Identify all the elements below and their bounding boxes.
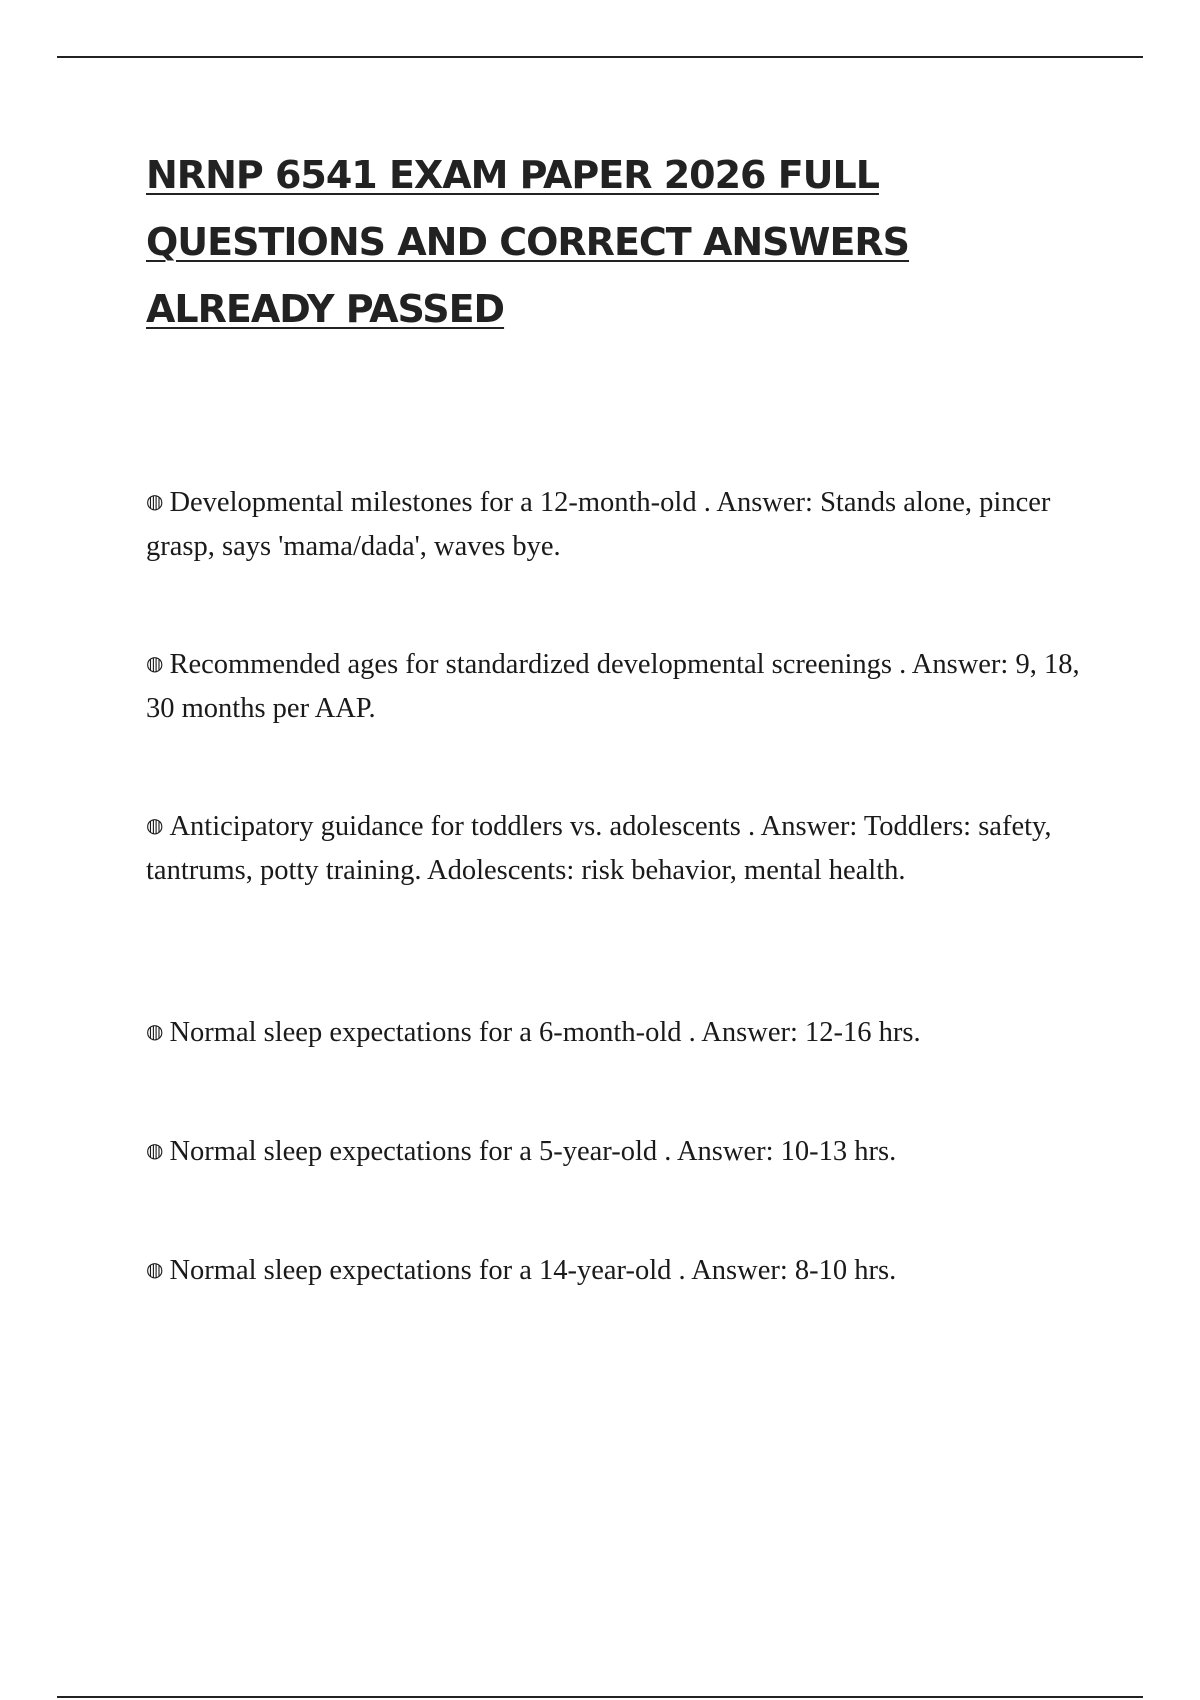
qa-text: Developmental milestones for a 12-month-old . Answer: Stands alone, pincer grasp, says 'mama/dada', waves bye. [146, 487, 1051, 562]
bullet-icon: ◍ [146, 1138, 164, 1162]
page-title-text: NRNP 6541 EXAM PAPER 2026 FULL QUESTIONS AND CORRECT ANSWERS ALREADY PASSED [146, 153, 910, 331]
list-item [146, 479, 1096, 569]
bottom-rule [57, 1696, 1143, 1698]
qa-text: Normal sleep expectations for a 14-year-old . Answer: 8-10 hrs. [169, 1255, 897, 1286]
bullet-icon: ◍ [146, 1257, 164, 1281]
qa-text: Recommended ages for standardized developmental screenings . Answer: 9, 18, 30 months per AAP. [146, 649, 1080, 724]
bullet-icon: ◍ [146, 651, 164, 675]
qa-text: Anticipatory guidance for toddlers vs. adolescents . Answer: Toddlers: safety, tantrums, potty training. Adolescents: risk behavior, mental health. [146, 811, 1052, 886]
list-item [146, 1009, 1096, 1055]
list-item [146, 1128, 1096, 1174]
qa-text: Normal sleep expectations for a 5-year-old . Answer: 10-13 hrs. [169, 1136, 897, 1167]
top-rule [57, 56, 1143, 58]
qa-text: Normal sleep expectations for a 6-month-old . Answer: 12-16 hrs. [169, 1017, 921, 1048]
bullet-icon: ◍ [146, 813, 164, 837]
list-item [146, 1247, 1096, 1293]
bullet-icon: ◍ [146, 489, 164, 513]
page-title [146, 142, 1046, 343]
bullet-icon: ◍ [146, 1019, 164, 1043]
list-item [146, 641, 1096, 731]
list-item [146, 803, 1096, 893]
